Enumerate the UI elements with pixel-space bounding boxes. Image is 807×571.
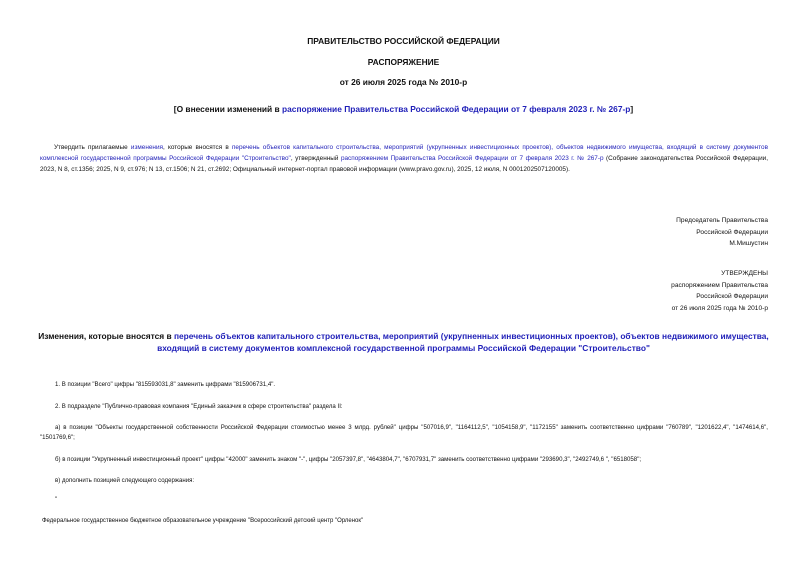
approval-line-3: Российской Федерации [696,293,768,300]
list-item: б) в позиции "Укрупненный инвестиционный проект" цифры "42000" заменить знаком "-", цифры "2057397,8", "4643804,7", "6707931,7" заменить соответственно цифрами "293690,3", "2492749,6 ", "6518058"; [55,456,642,463]
link-order-267[interactable]: распоряжением Правительства Российской Федерации от 7 февраля 2023 г. № 267-р [340,155,604,162]
list-item: 2. В подразделе "Публично-правовая компания "Единый заказчик в сфере строительства" раздела II: [55,403,343,410]
main-text-part2: , которые вносятся в [163,144,232,151]
approval-line-2: распоряжением Правительства [671,281,768,289]
approval-block [671,268,768,314]
link-amendments[interactable]: изменения [130,144,163,151]
signature-position: Председатель Правительства [676,217,768,224]
quote-mark: " [55,496,58,503]
title-link-base-document[interactable]: распоряжение Правительства Российской Федерации от 7 февраля 2023 г. № 267-р [282,104,631,114]
signature-block [676,215,768,250]
document-date-number: от 26 июля 2025 года № 2010-р [339,77,468,87]
list-item: а) в позиции "Объекты государственной собственности Российской Федерации стоимостью менее 3 млрд. рублей" цифры "507016,9", "1164112,5", "1054158,9", "1172155" заменить соответственно цифрами "760789", "1201622,4", "1474614,6", "1501769,6"; [40,424,768,441]
title-bracket-close: ] [630,104,634,114]
title-prefix: О внесении изменений в [176,104,283,114]
main-text-part1: Утвердить прилагаемые [54,144,131,151]
list-item: 1. В позиции "Всего" цифры "815593031,8" заменить цифрами "815906731,4". [55,381,276,388]
title-bracket-open: [ [173,104,177,114]
footer-source: Федеральное государственное бюджетное образовательное учреждение "Всероссийский детский центр "Орленок" [42,518,364,524]
approval-heading: УТВЕРЖДЕНЫ [721,270,768,277]
government-heading: ПРАВИТЕЛЬСТВО РОССИЙСКОЙ ФЕДЕРАЦИИ [307,36,500,46]
main-text-part3: , утвержденный [290,155,341,162]
main-text-part4: (Собрание законодательства Российской Федерации, 2023, N 8, ст.1356; 2025, N 9, ст.976; N 13, ст.1506; N 21, ст.2692; Официальный интернет-портал правовой информации (www.pravo.gov.ru), 2025, 12 июля, N 0001202507120005). [40,155,768,173]
amendments-title [30,331,777,354]
signature-name: М.Мишустин [729,240,768,247]
main-paragraph [40,142,768,175]
list-item: в) дополнить позицией следующего содержания: [55,477,195,484]
link-objects-list[interactable]: перечень объектов капитального строительства, мероприятий (укрупненных инвестиционных проектов), объектов недвижимого имущества, входящий в систему документов комплексной государственной программы Российской Федерации "Строительство" [40,144,768,162]
amendments-title-link[interactable]: перечень объектов капитального строительства, мероприятий (укрупненных инвестиционных проектов), объектов недвижимого имущества, входящий в систему документов комплексной государственной программы Российской Федерации "Строительство" [157,331,769,353]
signature-country: Российской Федерации [696,228,768,236]
amendments-title-prefix: Изменения, которые вносятся в [38,331,174,341]
document-title [0,104,807,114]
document-type: РАСПОРЯЖЕНИЕ [367,57,440,67]
approval-line-4: от 26 июля 2025 года № 2010-р [671,304,768,312]
